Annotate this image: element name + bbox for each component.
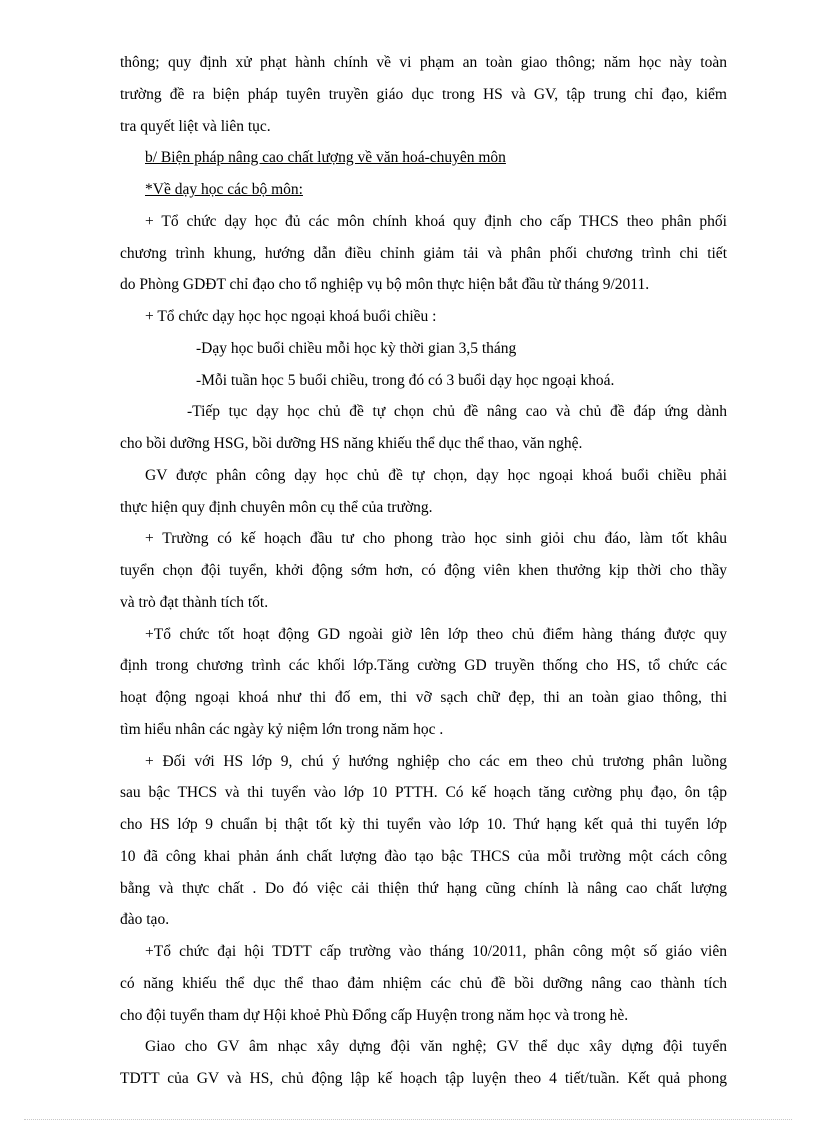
body-line: + Tổ chức dạy học học ngoại khoá buổi chiều : [145,308,437,325]
body-line: cho bồi dưỡng HSG, bồi dưỡng HS năng khiếu thể dục thể thao, văn nghệ. [120,435,583,452]
sub-heading: *Về dạy học các bộ môn: [145,181,303,198]
body-line: +Tổ chức đại hội TDTT cấp trường vào tháng 10/2011, phân công một số giáo viên [145,943,727,960]
body-line: thông; quy định xử phạt hành chính về vi phạm an toàn giao thông; năm học này toàn [120,54,727,71]
body-line: tra quyết liệt và liên tục. [120,118,271,135]
body-line: và trò đạt thành tích tốt. [120,594,269,611]
body-line: + Trường có kế hoạch đầu tư cho phong trào học sinh giỏi chu đáo, làm tốt khâu [145,530,727,547]
body-line: thực hiện quy định chuyên môn cụ thể của trường. [120,499,433,516]
body-line: tuyển chọn đội tuyển, khởi động sớm hơn, có động viên khen thưởng kịp thời cho thầy [120,562,727,579]
body-line: trường đề ra biện pháp tuyên truyền giáo dục trong HS và GV, tập trung chỉ đạo, kiểm [120,86,727,103]
body-line: tìm hiểu nhân các ngày kỷ niệm lớn trong năm học . [120,721,444,738]
body-line: cho đội tuyển tham dự Hội khoẻ Phù Đổng cấp Huyện trong năm học và trong hè. [120,1007,629,1024]
body-line: TDTT của GV và HS, chủ động lập kế hoạch tập luyện theo 4 tiết/tuần. Kết quả phong [120,1070,727,1087]
body-line: -Mỗi tuần học 5 buổi chiều, trong đó có 3 buổi dạy học ngoại khoá. [196,372,615,389]
body-line: đào tạo. [120,911,170,928]
body-line: do Phòng GDĐT chỉ đạo cho tổ nghiệp vụ bộ môn thực hiện bắt đầu từ tháng 9/2011. [120,276,650,293]
body-line: định trong chương trình các khối lớp.Tăng cường GD truyền thống cho HS, tổ chức các [120,657,727,674]
body-line: GV được phân công dạy học chủ đề tự chọn, dạy học ngoại khoá buổi chiều phải [145,467,727,484]
body-line: Giao cho GV âm nhạc xây dựng đội văn nghệ; GV thể dục xây dựng đội tuyển [145,1038,727,1055]
body-line: có năng khiếu thể dục thể thao đảm nhiệm các chủ đề bồi dưỡng nâng cao thành tích [120,975,727,992]
body-line: chương trình khung, hướng dẫn điều chỉnh giảm tải và phân phối chương trình chi tiết [120,245,727,262]
body-line: -Dạy học buổi chiều mỗi học kỳ thời gian 3,5 tháng [196,340,517,357]
body-line: cho HS lớp 9 chuẩn bị thật tốt kỳ thi tuyển vào lớp 10. Thứ hạng kết quả thi tuyển lớp [120,816,727,833]
body-line: +Tổ chức tốt hoạt động GD ngoài giờ lên lớp theo chủ điểm hàng tháng được quy [145,626,727,643]
body-line: 10 đã công khai phản ánh chất lượng đào tạo bậc THCS của mỗi trường một cách công [120,848,727,865]
body-line: + Tổ chức dạy học đủ các môn chính khoá quy định cho cấp THCS theo phân phối [145,213,727,230]
body-line: bằng và thực chất . Do đó việc cải thiện thứ hạng cũng chính là nâng cao chất lượng [120,880,727,897]
section-heading: b/ Biện pháp nâng cao chất lượng về văn hoá-chuyên môn [145,149,506,166]
body-line: + Đối với HS lớp 9, chú ý hướng nghiệp cho các em theo chủ trương phân luồng [145,753,727,770]
page-bottom-divider [24,1119,792,1120]
body-line: hoạt động ngoại khoá như thi đố em, thi vỡ sạch chữ đẹp, thi an toàn giao thông, thi [120,689,727,706]
body-line: sau bậc THCS và thi tuyển vào lớp 10 PTTH. Có kế hoạch tăng cường phụ đạo, ôn tập [120,784,727,801]
body-line: -Tiếp tục dạy học chủ đề tự chọn chủ đề nâng cao và chủ đề đáp ứng dành [187,403,727,420]
